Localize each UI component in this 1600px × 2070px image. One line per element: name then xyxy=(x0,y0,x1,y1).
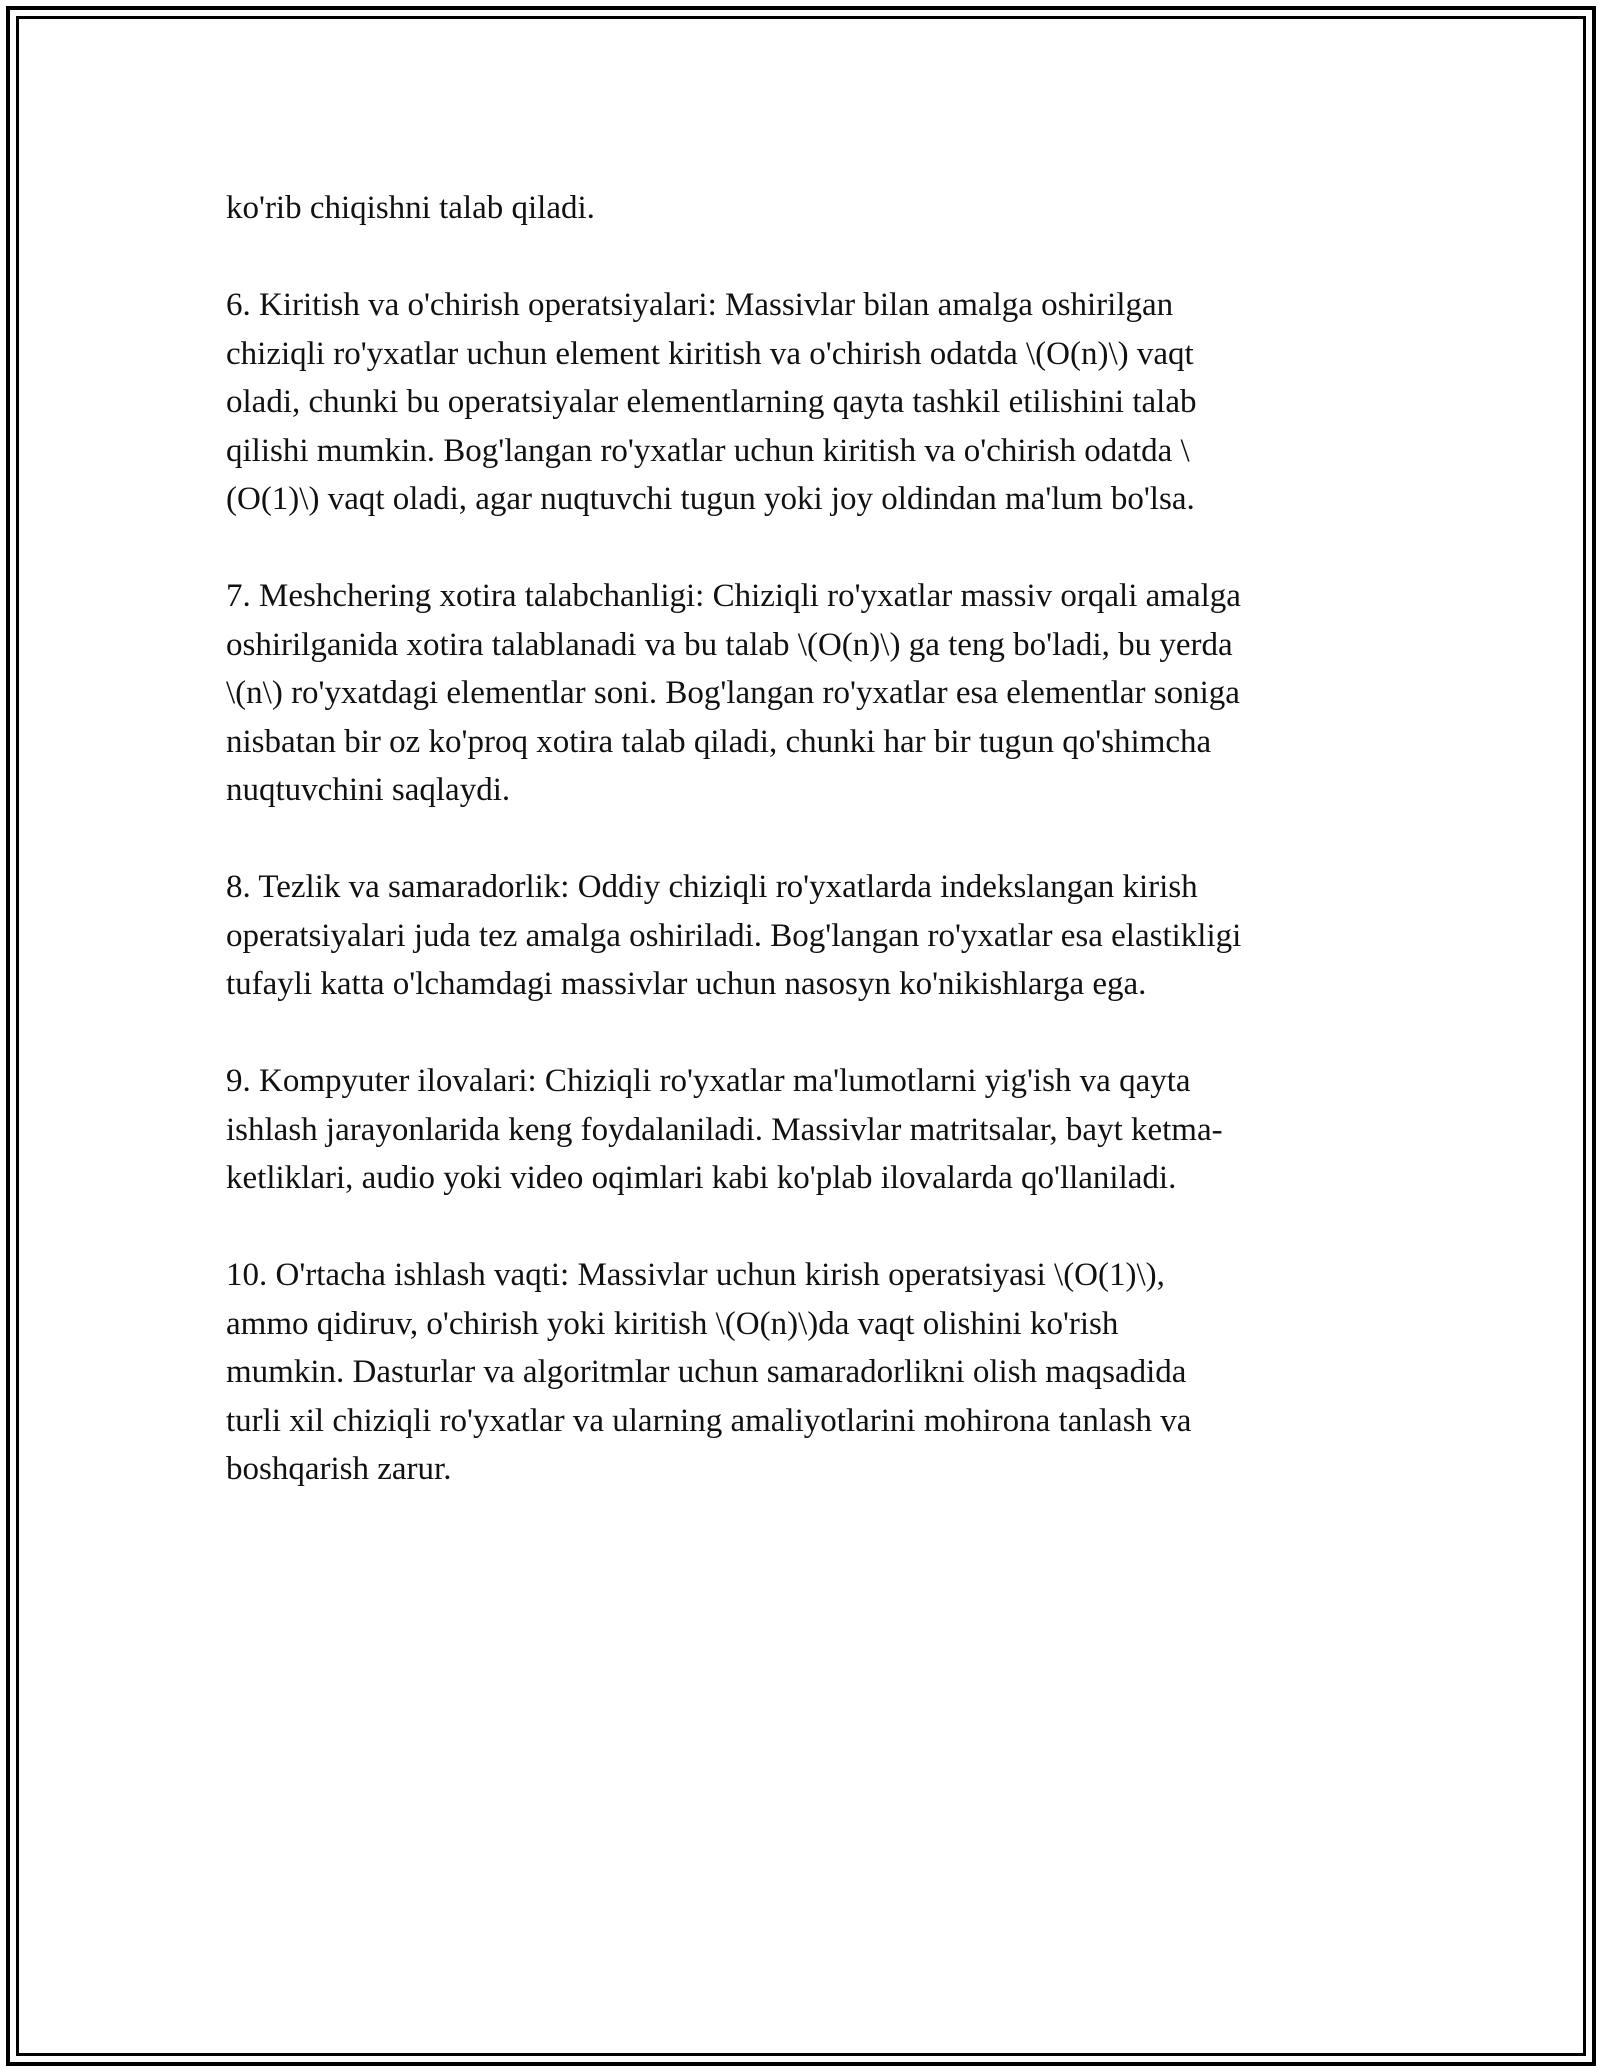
paragraph-item-6: 6. Kiritish va o'chirish operatsiyalari: Massivlar bilan amalga oshirilgan chiziqli ro'yxatlar uchun element kiritish va o'chirish odatda \(O(n)\) vaqt oladi, chunki bu operatsiyalar elementlarning qayta tashkil etilishini talab qilishi mumkin. Bog'langan ro'yxatlar uchun kiritish va o'chirish odatda \ (O(1)\) vaqt oladi, agar nuqtuvchi tugun yoki joy oldindan ma'lum bo'lsa. xyxy=(226,287,1197,517)
paragraph-item-8: 8. Tezlik va samaradorlik: Oddiy chiziqli ro'yxatlarda indekslangan kirish operatsiyalari juda tez amalga oshiriladi. Bog'langan ro'yxatlar esa elastikligi tufayli katta o'lchamdagi massivlar uchun nasosyn ko'nikishlarga ega. xyxy=(226,869,1242,1002)
paragraph-item-9: 9. Kompyuter ilovalari: Chiziqli ro'yxatlar ma'lumotlarni yig'ish va qayta ishlash jarayonlarida keng foydalaniladi. Massivlar matritsalar, bayt ketma- ketliklari, audio yoki video oqimlari kabi ko'plab ilovalarda qo'llaniladi. xyxy=(226,1063,1223,1196)
paragraph-item-10: 10. O'rtacha ishlash vaqti: Massivlar uchun kirish operatsiyasi \(O(1)\), ammo qidiruv, o'chirish yoki kiritish \(O(n)\)da vaqt olishini ko'rish mumkin. Dasturlar va algoritmlar uchun samaradorlikni olish maqsadida turli xil chiziqli ro'yxatlar va ularning amaliyotlarini mohirona tanlash va boshqarish zarur. xyxy=(226,1257,1192,1487)
document-body xyxy=(226,184,1376,1542)
paragraph-continuation: ko'rib chiqishni talab qiladi. xyxy=(226,190,595,226)
paragraph-item-7: 7. Meshchering xotira talabchanligi: Chiziqli ro'yxatlar massiv orqali amalga oshirilganida xotira talablanadi va bu talab \(O(n)\) ga teng bo'ladi, bu yerda \(n\) ro'yxatdagi elementlar soni. Bog'langan ro'yxatlar esa elementlar soniga nisbatan bir oz ko'proq xotira talab qiladi, chunki har bir tugun qo'shimcha nuqtuvchini saqlaydi. xyxy=(226,578,1241,808)
